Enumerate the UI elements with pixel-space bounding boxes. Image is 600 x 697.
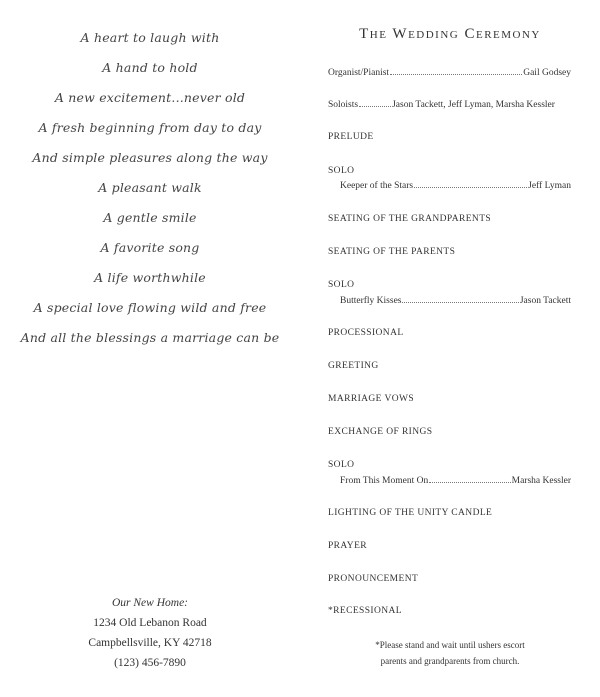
song-title: From This Moment On (340, 476, 429, 486)
program-item-prelude: PRELUDE (328, 132, 374, 142)
program-item-solo: SOLO (328, 166, 355, 176)
program-item-recessional: *RECESSIONAL (328, 606, 402, 616)
poem-line: A hand to hold (102, 60, 198, 75)
solo-song-row (340, 296, 571, 306)
poem-line: A fresh beginning from day to day (38, 120, 262, 135)
program-item-processional: PROCESSIONAL (328, 328, 404, 338)
singer-name: Jeff Lyman (528, 181, 571, 191)
home-city: Campbellsville, KY 42718 (88, 637, 212, 649)
program-item-grandparents: SEATING OF THE GRANDPARENTS (328, 214, 492, 224)
program-item-rings: EXCHANGE OF RINGS (328, 427, 433, 437)
soloists-label: Soloists (328, 100, 359, 110)
leader-dots (414, 186, 527, 188)
poem-line: A favorite song (100, 240, 200, 255)
soloists-row (328, 100, 571, 110)
song-title: Keeper of the Stars (340, 181, 414, 191)
program-item-parents: SEATING OF THE PARENTS (328, 247, 456, 257)
program-item-solo: SOLO (328, 460, 355, 470)
poem-line: And all the blessings a marriage can be (20, 330, 280, 345)
poem-line: A gentle smile (103, 210, 197, 225)
program-item-prayer: PRAYER (328, 541, 368, 551)
poem-line: A new excitement...never old (54, 90, 246, 105)
song-title: Butterfly Kisses (340, 296, 402, 306)
program-item-solo: SOLO (328, 280, 355, 290)
ceremony-title: The Wedding Ceremony (359, 26, 541, 42)
soloists-names: Jason Tackett, Jeff Lyman, Marsha Kessler (392, 100, 555, 110)
organist-row (328, 68, 571, 78)
poem-line: A life worthwhile (94, 270, 206, 285)
singer-name: Marsha Kessler (511, 476, 571, 486)
leader-dots (390, 73, 522, 75)
home-phone: (123) 456-7890 (114, 657, 186, 669)
poem-line: And simple pleasures along the way (32, 150, 268, 165)
ceremony-panel (300, 0, 600, 697)
note-line: parents and grandparents from church. (380, 656, 520, 666)
singer-name: Jason Tackett (519, 296, 571, 306)
poem-line: A pleasant walk (98, 180, 202, 195)
program-item-pronouncement: PRONOUNCEMENT (328, 574, 419, 584)
note-line: *Please stand and wait until ushers escort (375, 640, 525, 650)
solo-song-row (340, 181, 571, 191)
program-item-greeting: GREETING (328, 361, 379, 371)
organist-label: Organist/Pianist (328, 68, 390, 78)
program-item-candle: LIGHTING OF THE UNITY CANDLE (328, 508, 493, 518)
home-title: Our New Home: (111, 597, 189, 609)
leader-dots (429, 481, 510, 483)
poem-line: A heart to laugh with (80, 30, 220, 45)
recessional-note (328, 637, 572, 669)
home-street: 1234 Old Lebanon Road (93, 617, 207, 629)
leader-dots (402, 301, 518, 303)
program-item-vows: MARRIAGE VOWS (328, 394, 415, 404)
leader-dots (359, 105, 391, 107)
organist-name: Gail Godsey (523, 68, 571, 78)
poem-line: A special love flowing wild and free (33, 300, 267, 315)
solo-song-row (340, 476, 571, 486)
